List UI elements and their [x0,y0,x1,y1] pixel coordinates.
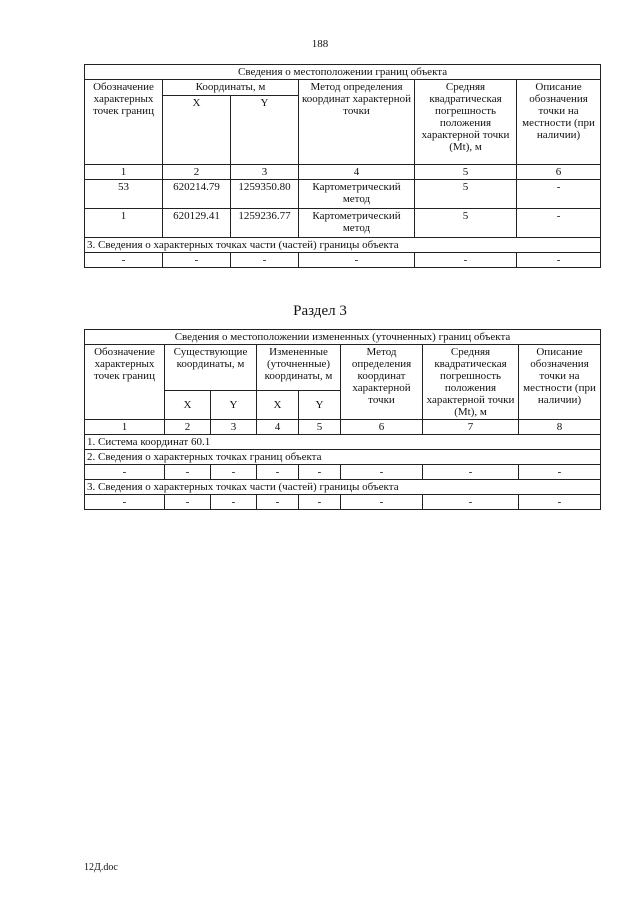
header-x: X [165,391,211,420]
error-cell: 5 [415,209,517,238]
header-x: X [163,96,231,165]
changed-boundary-table [84,329,601,510]
empty-cell: - [517,253,601,268]
boundary-section-label: 2. Сведения о характерных точках границ объекта [85,450,601,465]
part-section-label: 3. Сведения о характерных точках части (частей) границы объекта [85,238,601,253]
header-y: Y [231,96,299,165]
error-cell: 5 [415,180,517,209]
col-number: 5 [415,165,517,180]
col-number: 2 [165,420,211,435]
empty-cell: - [341,465,423,480]
col-number: 3 [231,165,299,180]
section-title: Раздел 3 [293,303,347,319]
empty-cell: - [423,495,519,510]
header-designation: Обозначение характерных точек границ [85,80,163,165]
header-x: X [257,391,299,420]
description-cell: - [517,180,601,209]
coord-x: 620129.41 [163,209,231,238]
empty-cell: - [299,253,415,268]
header-designation: Обозначение характерных точек границ [85,345,165,420]
col-number: 4 [257,420,299,435]
empty-cell: - [85,465,165,480]
col-number: 4 [299,165,415,180]
header-method: Метод определения координат характерной точки [299,80,415,165]
col-number: 2 [163,165,231,180]
col-number: 6 [517,165,601,180]
header-existing-coordinates: Существующие координаты, м [165,345,257,391]
col-number: 1 [85,165,163,180]
method-cell: Картометрический метод [299,180,415,209]
header-y: Y [211,391,257,420]
empty-cell: - [211,495,257,510]
coord-y: 1259350.80 [231,180,299,209]
header-error: Средняя квадратическая погрешность положения характерной точки (Mt), м [423,345,519,420]
empty-cell: - [211,465,257,480]
empty-cell: - [85,253,163,268]
empty-cell: - [415,253,517,268]
header-description: Описание обозначения точки на местности (при наличии) [517,80,601,165]
description-cell: - [517,209,601,238]
empty-cell: - [85,495,165,510]
table-row [85,209,601,238]
empty-cell: - [231,253,299,268]
table2-title: Сведения о местоположении измененных (уточненных) границ объекта [85,330,601,345]
coordinate-system-label: 1. Система координат 60.1 [85,435,601,450]
header-changed-coordinates: Измененные (уточненные) координаты, м [257,345,341,391]
file-name-footer: 12Д.doc [84,862,118,873]
empty-cell: - [519,495,601,510]
header-y: Y [299,391,341,420]
point-number: 53 [85,180,163,209]
header-method: Метод определения координат характерной точки [341,345,423,420]
empty-cell: - [299,465,341,480]
col-number: 7 [423,420,519,435]
coord-y: 1259236.77 [231,209,299,238]
col-number: 1 [85,420,165,435]
table-row [85,465,601,480]
empty-cell: - [423,465,519,480]
empty-cell: - [341,495,423,510]
empty-cell: - [257,465,299,480]
empty-cell: - [163,253,231,268]
header-coordinates: Координаты, м [163,80,299,96]
table1-title: Сведения о местоположении границ объекта [85,65,601,80]
col-number: 5 [299,420,341,435]
table-row [85,180,601,209]
part-section-label: 3. Сведения о характерных точках части (частей) границы объекта [85,480,601,495]
empty-cell: - [165,465,211,480]
col-number: 8 [519,420,601,435]
page-number: 188 [311,38,329,50]
header-description: Описание обозначения точки на местности (при наличии) [519,345,601,420]
table-row [85,495,601,510]
empty-cell: - [257,495,299,510]
boundary-table [84,64,601,268]
empty-cell: - [519,465,601,480]
point-number: 1 [85,209,163,238]
col-number: 6 [341,420,423,435]
coord-x: 620214.79 [163,180,231,209]
table-row [85,253,601,268]
empty-cell: - [165,495,211,510]
empty-cell: - [299,495,341,510]
header-error: Средняя квадратическая погрешность положения характерной точки (Mt), м [415,80,517,165]
method-cell: Картометрический метод [299,209,415,238]
col-number: 3 [211,420,257,435]
